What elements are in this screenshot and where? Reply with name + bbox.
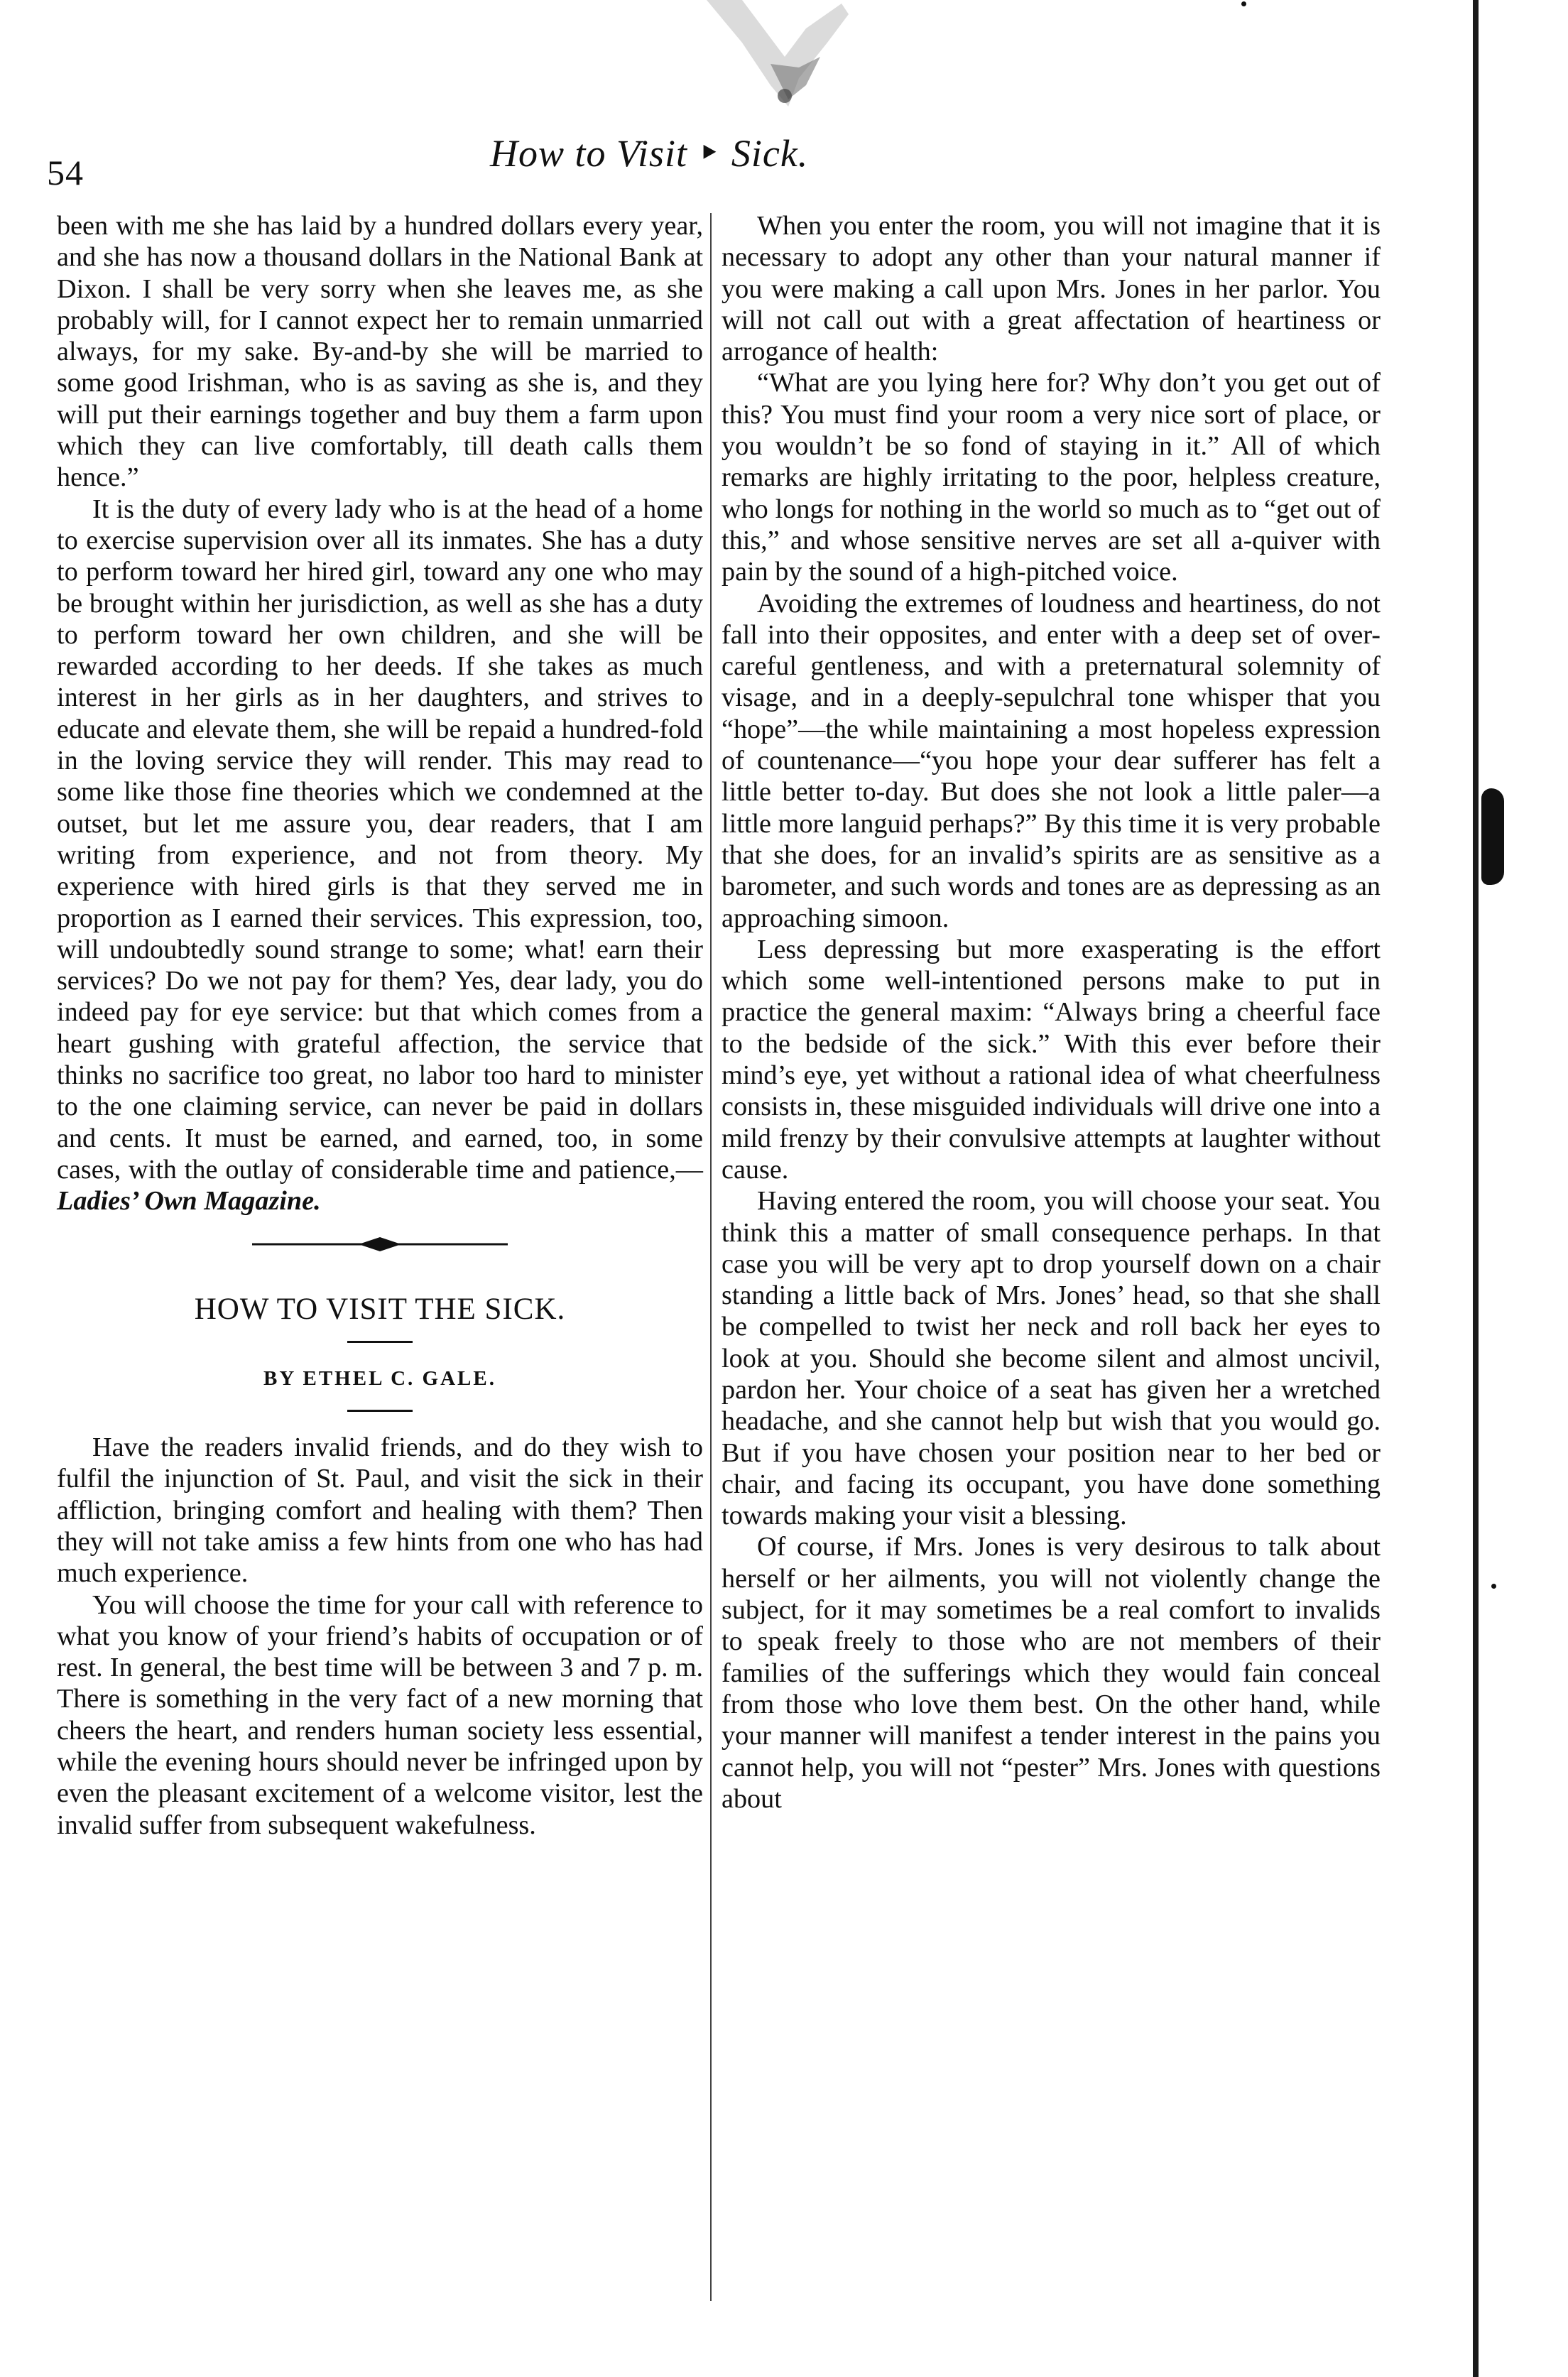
paragraph: been with me she has laid by a hundred dollars every year, and she has now a thousand dollars in the National Bank at Dixon. I shall be very sorry when she leaves me, as she probably will, for I cannot expect her to remain unmarried always, for my sake. By-and-by she will be married to some good Irishman, who is as saving as she is, and they will put their earnings together and buy them a farm upon which they can live comfortably, till death calls them hence.” bbox=[57, 211, 703, 493]
paragraph: You will choose the time for your call with reference to what you know of your friend’s habits of occupation or of rest. In general, the best time will be between 3 and 7 p. m. There is something in the very fact of a new morning that cheers the heart, and renders human society less essential, while the evening hours should never be infringed upon by even the pleasant excitement of a welcome visitor, lest the invalid suffer from subsequent wakefulness. bbox=[57, 1589, 703, 1840]
page-edge-blot bbox=[1481, 788, 1504, 885]
paragraph: “What are you lying here for? Why don’t you get out of this? You must find your room a very nice sort of place, or you wouldn’t be so fond of staying in it.” All of which remarks are highly irritating to the poor, helpless creature, who longs for nothing in the world so much as to “get out of this,” and whose sensitive nerves are set all a-quiver with pain by the sound of a high-pitched voice. bbox=[722, 368, 1381, 587]
paragraph: When you enter the room, you will not imagine that it is necessary to adopt any other than your natural manner if you were making a call upon Mrs. Jones in her parlor. You will not call out with a great affectation of heartiness or arrogance of health: bbox=[722, 211, 1381, 367]
paragraph: Of course, if Mrs. Jones is very desirous to talk about herself or her ailments, you will not violently change the subject, for it may sometimes be a real comfort to invalids to speak freely to those who are not members of their families of the sufferings which they would fain conceal from those who love them best. On the other hand, while your manner will manifest a tender interest in the pains you cannot help, you will not “pester” Mrs. Jones with questions about bbox=[722, 1532, 1381, 1814]
column-divider bbox=[710, 213, 712, 2301]
paragraph bbox=[57, 494, 703, 1217]
title-rule bbox=[347, 1341, 413, 1343]
edge-speck bbox=[1241, 1, 1246, 6]
left-column bbox=[57, 210, 703, 1841]
page-number: 54 bbox=[47, 153, 84, 192]
paragraph-text: It is the duty of every lady who is at the head of a home to exercise supervision over all its inmates. She has a duty to perform toward her hired girl, toward any one who may be brought within her jurisdiction, as well as she has a duty to perform toward her own children, and she will be rewarded according to her deeds. If she takes as much interest in her girls as in her daughters, and strives to educate and elevate them, she will be repaid a hundred-fold in the loving service they will render. This may read to some like those fine theories which we condemned at the outset, but let me assure you, dear readers, that I am writing from experience, and not from theory. My experience with hired girls is that they served me in proportion as I earned their services. This expression, too, will undoubtedly sound strange to some; what! earn their services? Do we not pay for them? Yes, dear lady, you do indeed pay for eye service: but that which comes from a heart gushing with grateful affection, the service that thinks no sacrifice too great, no labor too hard to minister to the one claiming service, can never be paid in dollars and cents. It must be earned, and earned, too, in some cases, with the outlay of considerable time and patience,— bbox=[57, 494, 703, 1185]
edge-speck bbox=[1491, 1584, 1496, 1589]
paragraph: Having entered the room, you will choose your seat. You think this a matter of small consequence perhaps. In that case you will be very apt to drop yourself down on a chair standing a little back of Mrs. Jones’ head, so that she shall be compelled to twist her neck and roll back her eyes to look at you. Should she become silent and almost uncivil, pardon her. Your choice of a seat has given her a wretched headache, and she cannot help but wish that you would go. But if you have chosen your position near to her bed or chair, and facing its occupant, you have done something towards making your visit a blessing. bbox=[722, 1186, 1381, 1531]
ink-smudge bbox=[664, 0, 898, 142]
article-title: HOW TO VISIT THE SICK. bbox=[194, 1292, 566, 1326]
paragraph: Less depressing but more exasperating is the effort which some well-intentioned persons make to put in practice the general maxim: “Always bring a cheerful face to the bedside of the sick.” With this ever before their mind’s eye, yet without a rational idea of what cheerfulness consists in, these misguided individuals will drive one into a mild frenzy by their convulsive attempts at laughter without cause. bbox=[722, 934, 1381, 1185]
byline-rule bbox=[347, 1410, 413, 1412]
running-head-title: How to Visit ‣ Sick. bbox=[490, 132, 809, 175]
paragraph: Avoiding the extremes of loudness and heartiness, do not fall into their opposites, and enter with a deep set of over-careful gentleness, and with a preternatural solemnity of visage, and in a deeply-sepulchral tone whisper that you “hope”—the while maintaining a most hopeless expression of countenance—“you hope your dear sufferer has felt a little better to-day. But does she not look a little paler—a little more languid perhaps?” By this time it is very probable that she does, for an invalid’s spirits are as sensitive as a barometer, and such words and tones are as depressing as an approaching simoon. bbox=[722, 588, 1381, 933]
paragraph: Have the readers invalid friends, and do they wish to fulfil the injunction of St. Paul, and visit the sick in their affliction, bringing comfort and healing with them? Then they will not take amiss a few hints from one who has had much experience. bbox=[57, 1432, 703, 1589]
section-ornament bbox=[252, 1236, 508, 1253]
right-column bbox=[722, 210, 1381, 1815]
byline: BY ETHEL C. GALE. bbox=[263, 1366, 496, 1390]
source-citation: Ladies’ Own Magazine. bbox=[57, 1186, 321, 1217]
page-edge-line bbox=[1473, 0, 1479, 2377]
